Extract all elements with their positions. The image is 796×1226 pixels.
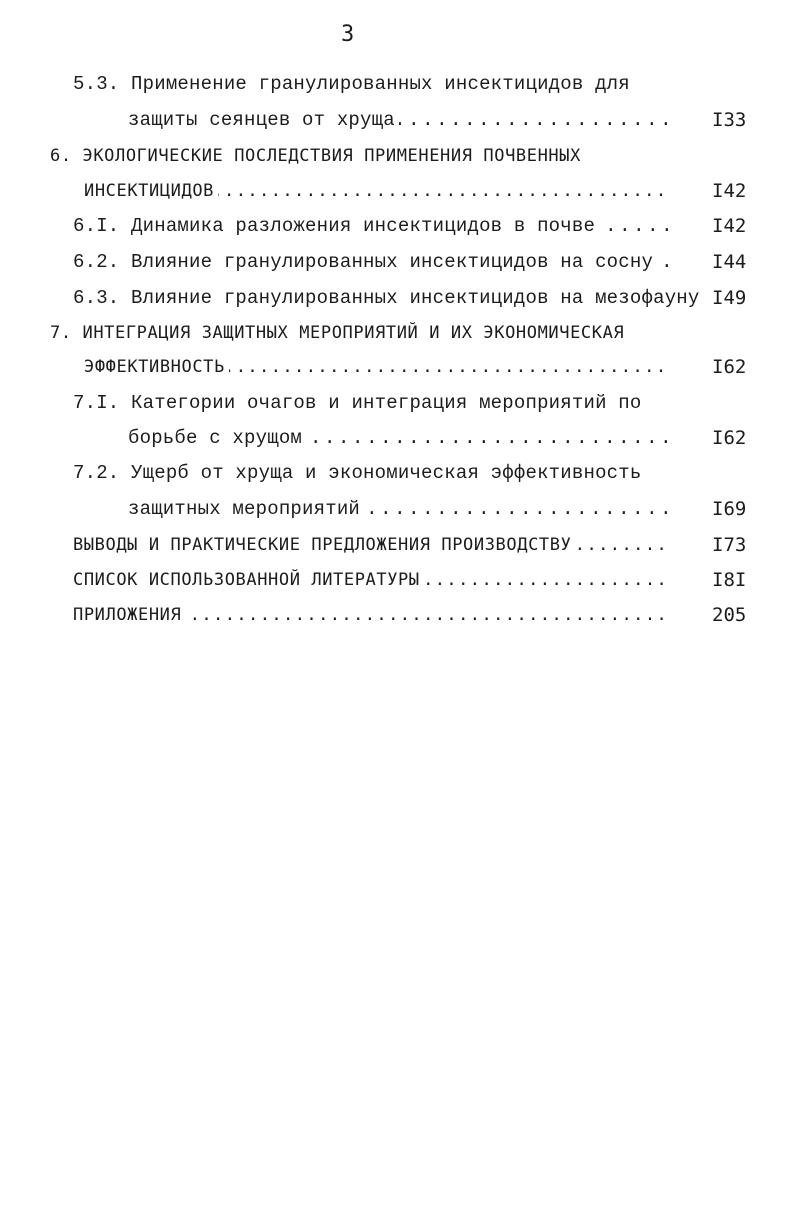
toc-item-7-2-text: защитных мероприятий	[128, 498, 364, 520]
toc-item-7-line1: 7. ИНТЕГРАЦИЯ ЗАЩИТНЫХ МЕРОПРИЯТИЙ И ИХ ЭКОНОМИЧЕСКАЯ	[50, 323, 625, 343]
toc-item-5-3-text: защиты сеянцев от хруща	[128, 109, 399, 131]
toc-item-6-1	[73, 214, 668, 238]
toc-appendices	[73, 603, 668, 627]
toc-item-5-3-page: I33	[712, 109, 747, 131]
toc-item-6-3-page: I49	[712, 287, 747, 309]
toc-item-7-1-text: борьбе с хрущом	[128, 427, 306, 449]
toc-item-7-2-line1: 7.2. Ущерб от хруща и экономическая эффективность	[73, 462, 642, 484]
toc-item-7-text: ЭФФЕКТИВНОСТЬ	[84, 357, 229, 377]
toc-item-7-1-page: I62	[712, 427, 747, 449]
toc-item-7-1-line2	[128, 426, 668, 450]
toc-appendices-text: ПРИЛОЖЕНИЯ	[73, 605, 185, 625]
toc-item-6-1-text: 6.I. Динамика разложения инсектицидов в почве	[73, 215, 599, 237]
toc-appendices-page: 205	[712, 604, 747, 626]
toc-item-7-2-page: I69	[712, 498, 747, 520]
toc-references-text: СПИСОК ИСПОЛЬЗОВАННОЙ ЛИТЕРАТУРЫ	[73, 570, 424, 590]
toc-conclusions	[73, 533, 668, 557]
toc-item-5-3-line1: 5.3. Применение гранулированных инсектицидов для	[73, 73, 630, 95]
toc-conclusions-text: ВЫВОДЫ И ПРАКТИЧЕСКИЕ ПРЕДЛОЖЕНИЯ ПРОИЗВОДСТВУ	[73, 535, 575, 555]
toc-item-6-text: ИНСЕКТИЦИДОВ	[84, 181, 218, 201]
toc-conclusions-page: I73	[712, 534, 747, 556]
toc-item-7-page: I62	[712, 356, 747, 378]
toc-item-6-line1: 6. ЭКОЛОГИЧЕСКИЕ ПОСЛЕДСТВИЯ ПРИМЕНЕНИЯ ПОЧВЕННЫХ	[50, 146, 581, 166]
toc-item-6-2-page: I44	[712, 251, 747, 273]
page-number: 3	[341, 22, 355, 47]
toc-item-6-3: 6.3. Влияние гранулированных инсектицидов на мезофауну	[73, 287, 700, 309]
toc-item-7-2-line2	[128, 497, 668, 521]
toc-item-6-line2	[84, 179, 668, 203]
toc-item-7-line2	[84, 355, 668, 379]
toc-item-6-2	[73, 250, 668, 274]
toc-item-6-2-text: 6.2. Влияние гранулированных инсектицидов на сосну	[73, 251, 657, 273]
toc-item-6-page: I42	[712, 180, 747, 202]
toc-item-7-1-line1: 7.I. Категории очагов и интеграция мероприятий по	[73, 392, 642, 414]
toc-item-5-3-line2	[128, 108, 668, 132]
toc-references	[73, 568, 668, 592]
toc-references-page: I8I	[712, 569, 747, 591]
toc-item-6-1-page: I42	[712, 215, 747, 237]
